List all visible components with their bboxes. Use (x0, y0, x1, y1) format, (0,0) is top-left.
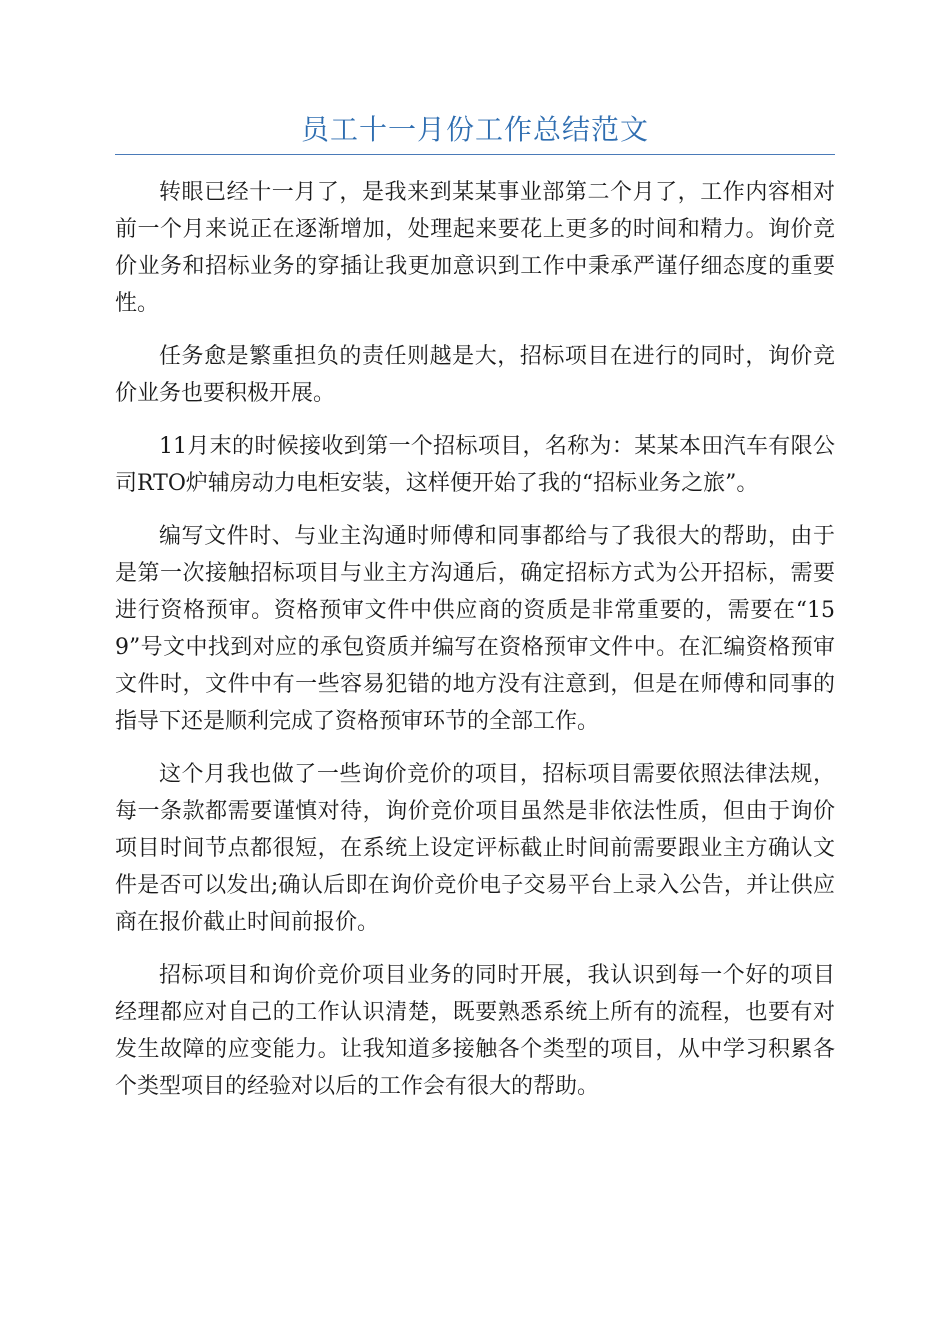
document-body (115, 174, 835, 1121)
paragraph: 11月末的时候接收到第一个招标项目，名称为：某某本田汽车有限公司RTO炉辅房动力电柜安装，这样便开始了我的“招标业务之旅”。 (115, 434, 835, 496)
paragraph: 招标项目和询价竞价项目业务的同时开展，我认识到每一个好的项目经理都应对自己的工作认识清楚，既要熟悉系统上所有的流程，也要有对发生故障的应变能力。让我知道多接触各个类型的项目，从中学习积累各个类型项目的经验对以后的工作会有很大的帮助。 (115, 963, 835, 1099)
document-title: 员工十一月份工作总结范文 (300, 113, 649, 146)
paragraph: 这个月我也做了一些询价竞价的项目，招标项目需要依照法律法规，每一条款都需要谨慎对待，询价竞价项目虽然是非依法性质，但由于询价项目时间节点都很短，在系统上设定评标截止时间前需要跟业主方确认文件是否可以发出;确认后即在询价竞价电子交易平台上录入公告，并让供应商在报价截止时间前报价。 (115, 762, 835, 935)
paragraph: 编写文件时、与业主沟通时师傅和同事都给与了我很大的帮助，由于是第一次接触招标项目与业主方沟通后，确定招标方式为公开招标，需要进行资格预审。资格预审文件中供应商的资质是非常重要的，需要在“159”号文中找到对应的承包资质并编写在资格预审文件中。在汇编资格预审文件时，文件中有一些容易犯错的地方没有注意到，但是在师傅和同事的指导下还是顺利完成了资格预审环节的全部工作。 (115, 524, 835, 734)
title-underline (115, 154, 835, 155)
paragraph: 任务愈是繁重担负的责任则越是大，招标项目在进行的同时，询价竞价业务也要积极开展。 (115, 344, 835, 406)
paragraph: 转眼已经十一月了，是我来到某某事业部第二个月了，工作内容相对前一个月来说正在逐渐增加，处理起来要花上更多的时间和精力。询价竞价业务和招标业务的穿插让我更加意识到工作中秉承严谨仔细态度的重要性。 (115, 180, 835, 316)
